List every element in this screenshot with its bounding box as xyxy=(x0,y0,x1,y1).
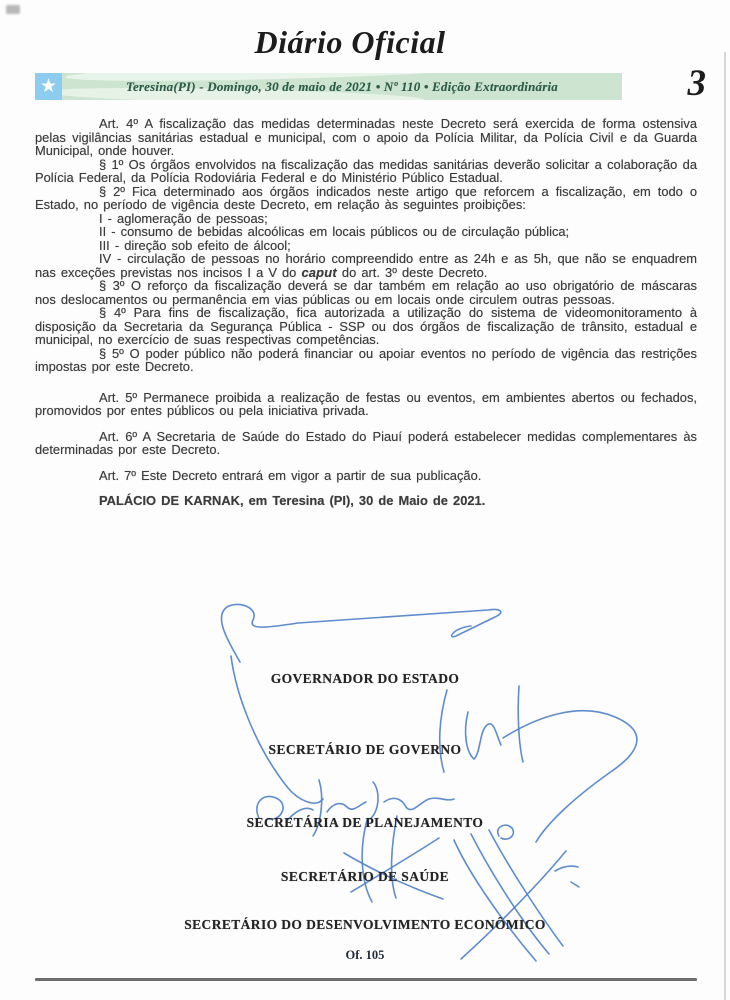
economic-secretary-label: SECRETÁRIO DO DESENVOLVIMENTO ECONÔMICO xyxy=(184,917,546,932)
decree-item-iv-text: do art. 3º deste Decreto. xyxy=(336,264,488,280)
edition-info: Teresina(PI) - Domingo, 30 de maio de 2021 • Nº 110 • Edição Extraordinária xyxy=(126,78,558,94)
page-number: 3 xyxy=(687,63,706,104)
decree-item-i: I - aglomeração de pessoas; xyxy=(99,210,268,226)
decree-item-ii: II - consumo de bebidas alcoólicas em locais públicos ou de circulação pública; xyxy=(99,224,570,239)
decree-article-4: Art. 4º A fiscalização das medidas determinadas neste Decreto será exercida de forma ostensiva pelas vigilâncias sanitárias estadual e municipal, com o apoio da Polícia Militar, da Polícia Civil e da Guarda Municipal, onde houver. xyxy=(35,116,697,158)
piaui-flag-icon xyxy=(35,73,62,100)
decree-article-6: Art. 6º A Secretaria de Saúde do Estado do Piauí poderá estabelecer medidas complementares às determinadas por este Decreto. xyxy=(35,428,697,457)
gazette-title: Diário Oficial xyxy=(254,24,446,60)
decree-paragraph-3: § 3º O reforço da fiscalização deverá se dar também em relação ao uso obrigatório de máscaras nos deslocamentos ou permanência em vias públicas ou em locais onde circulem outras pessoas. xyxy=(35,278,697,307)
decree-item-iii: III - direção sob efeito de álcool; xyxy=(99,237,291,253)
governor-label: GOVERNADOR DO ESTADO xyxy=(270,671,460,686)
footer-divider xyxy=(35,978,697,981)
office-reference: Of. 105 xyxy=(345,948,385,962)
scan-smudge xyxy=(6,5,20,14)
governor-signature xyxy=(221,604,500,803)
decree-article-7: Art. 7º Este Decreto entrará em vigor a partir de sua publicação. xyxy=(99,467,482,483)
decree-paragraph-4: § 4º Para fins de fiscalização, fica autorizada a utilização do sistema de videomonitoramento à disposição da Secretaria da Segurança Pública - SSP ou dos órgãos de fiscalização de trânsito, estadual e municipal, no exercício de suas respectivas competências. xyxy=(35,305,697,347)
decree-paragraph-2: § 2º Fica determinado aos órgãos indicados neste artigo que reforcem a fiscalização, em todo o Estado, no período de vigência deste Decreto, em relação às seguintes proibições: xyxy=(35,183,697,212)
decree-article-5: Art. 5º Permanece proibida a realização de festas ou eventos, em ambientes abertos ou fechados, promovidos por entes públicos ou pela iniciativa privada. xyxy=(35,389,697,418)
caput-emphasis: caput xyxy=(301,264,337,280)
flag-star-icon: ★ xyxy=(39,76,58,97)
planning-secretary-label: SECRETÁRIA DE PLANEJAMENTO xyxy=(246,815,484,830)
economic-secretary-signature xyxy=(454,825,579,961)
government-secretary-label: SECRETÁRIO DE GOVERNO xyxy=(268,742,462,757)
edition-banner xyxy=(35,73,622,100)
decree-item-iv xyxy=(35,252,697,279)
decree-paragraph-1: § 1º Os órgãos envolvidos na fiscalização das medidas sanitárias deverão solicitar a colaboração da Polícia Federal, da Polícia Rodoviária Federal e do Ministério Público Estadual. xyxy=(35,156,697,185)
decree-item-iv-text: IV - circulação de pessoas no horário compreendido entre as 24h e as 5h, que não se enquadrem nas exceções previstas nos incisos I a V do xyxy=(35,251,697,280)
signature-block xyxy=(0,590,730,985)
decree-text xyxy=(35,117,697,508)
decree-paragraph-5: § 5º O poder público não poderá financiar ou apoiar eventos no período de vigência das restrições impostas por este Decreto. xyxy=(35,345,697,374)
palace-dateline: PALÁCIO DE KARNAK, em Teresina (PI), 30 de Maio de 2021. xyxy=(99,493,486,508)
health-secretary-label: SECRETÁRIO DE SAÚDE xyxy=(280,869,450,884)
